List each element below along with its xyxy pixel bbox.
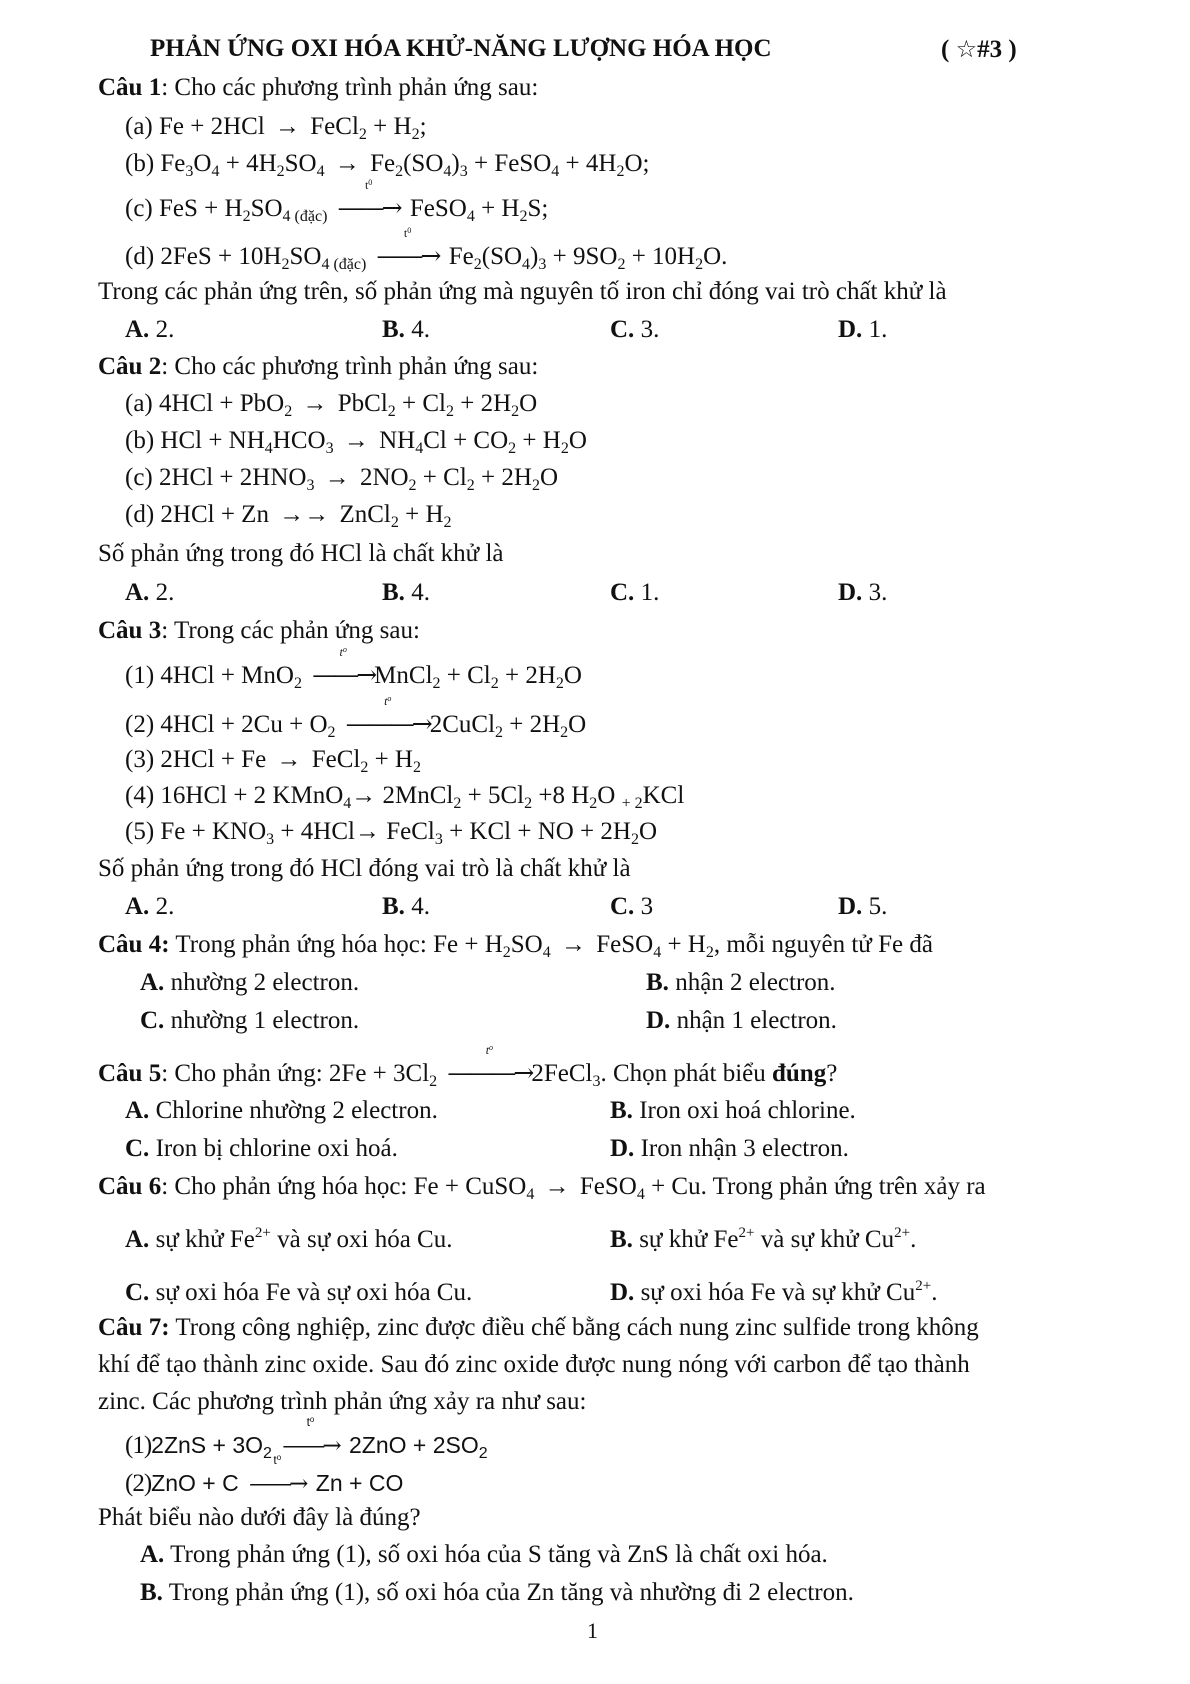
q6-stem-post: . Trong phản ứng trên xảy ra: [700, 1173, 986, 1200]
q2-question: Số phản ứng trong đó HCl là chất khử là: [98, 540, 504, 567]
q3-option-a[interactable]: A. 2.: [125, 893, 175, 920]
q7-eq-1: $(1)2ZnS + 3O_2$ $t^o$ ——→ $2ZnO + 2SO_2$: [125, 1415, 488, 1462]
q5-stem-end: ?: [826, 1060, 838, 1087]
q3-eq-2: (2) $4HCl + 2Cu + O_2$ $t^o$ ———→2CuCl$_2$ + $2H_2O$: [125, 694, 587, 741]
q7-stem-line2: khí để tạo thành zinc oxide. Sau đó zinc oxide được nung nóng với carbon để tạo thành: [98, 1351, 970, 1378]
q1-question: Trong các phản ứng trên, số phản ứng mà nguyên tố iron chỉ đóng vai trò chất khử là: [98, 278, 947, 305]
q5-label: Câu 5: [98, 1060, 162, 1087]
q4-option-b-text: nhận 2 electron.: [675, 969, 836, 996]
q2-option-d-text: 3.: [868, 579, 888, 606]
q7-option-b-text: Trong phản ứng (1), số oxi hóa của Zn tăng và nhường đi 2 electron.: [168, 1579, 854, 1606]
q6-option-a[interactable]: A. sự khử $Fe^{2+}$ và sự oxi hóa Cu.: [125, 1225, 453, 1253]
q1-option-c-text: 3.: [640, 316, 660, 343]
q2-stem-text: : Cho các phương trình phản ứng sau:: [161, 353, 539, 380]
q3-eq-1: (1) 4HCl + MnO$_2$ $t^o$ ——→MnCl$_2$ + $Cl_2 + 2H_2O$: [125, 645, 582, 692]
q7-option-a-text: Trong phản ứng (1), số oxi hóa của S tăng và ZnS là chất oxi hóa.: [170, 1541, 828, 1568]
q2-eq-d: (d) 2HCl + Zn →→ ZnCl$_2$ + $H_2$: [125, 501, 452, 531]
q2-eq-a: (a) 4HCl + PbO$_2$ → PbCl$_2$ + $Cl_2 + 2H_2O$: [125, 390, 538, 420]
q4-stem: Câu 4: Trong phản ứng hóa học: $Fe + H_2SO_4$ → FeSO$_4$ + $H_2$, mỗi nguyên tử Fe đã: [98, 931, 933, 961]
q4-option-d[interactable]: D. nhận 1 electron.: [646, 1007, 837, 1034]
q3-option-b[interactable]: B. 4.: [382, 893, 430, 920]
q7-line1: Trong công nghiệp, zinc được điều chế bằng cách nung zinc sulfide trong không: [169, 1314, 979, 1341]
q3-option-d[interactable]: D. 5.: [838, 893, 888, 920]
q1-label: Câu 1: [98, 74, 162, 101]
q1-option-d-text: 1.: [868, 316, 888, 343]
q1-option-b-text: 4.: [411, 316, 430, 343]
q1-stem: [98, 73, 538, 103]
title-text: PHẢN ỨNG OXI HÓA KHỬ-NĂNG LƯỢNG HÓA HỌC: [150, 35, 772, 62]
q3-option-b-text: 4.: [411, 893, 430, 920]
q6-option-b-text: sự khử Fe: [639, 1226, 739, 1253]
q4-option-d-text: nhận 1 electron.: [676, 1007, 837, 1034]
q1-option-a[interactable]: A. 2.: [125, 316, 175, 343]
q1-eq-d: (d) $2FeS + 10H_2SO_{4 (đặc)}$ $t^0$ ——→ $Fe_2(SO_4)_3 + 9SO_2 + 10H_2O$.: [125, 226, 728, 273]
q3-option-a-text: 2.: [155, 893, 175, 920]
q2-eq-b: (b) HCl + $NH_4HCO_3 \to NH_4Cl + CO_2 + H_2O$: [125, 427, 587, 457]
title-tag-open: (: [941, 36, 950, 63]
q7-option-a[interactable]: A. Trong phản ứng (1), số oxi hóa của S tăng và ZnS là chất oxi hóa.: [140, 1541, 828, 1568]
q2-stem: [98, 352, 538, 382]
page-title: [150, 34, 772, 64]
q6-option-b[interactable]: B. sự khử $Fe^{2+}$ và sự khử $Cu^{2+}$.: [610, 1225, 917, 1253]
q1-eq-a: (a) Fe + 2HCl → FeCl$_2$ + $H_2$;: [125, 113, 427, 143]
q4-option-c-text: nhường 1 electron.: [170, 1007, 360, 1034]
q4-stem-post: , mỗi nguyên tử Fe đã: [713, 931, 933, 958]
title-tag-text: #3 ): [977, 36, 1017, 63]
q3-question: Số phản ứng trong đó HCl đóng vai trò là chất khử là: [98, 855, 631, 882]
q3-eq-4: (4) 16HCl + 2 KMnO$_4$→ 2MnCl$_2$ + $5Cl_2 +8$ $H_2O$ $_{+ 2}$KCl: [125, 782, 685, 812]
q3-eq-5: (5) $Fe + KNO_3 + 4HCl\to$ FeCl$_3$ + KCl + NO + $2H_2O$: [125, 818, 658, 848]
q1-option-d[interactable]: D. 1.: [838, 316, 888, 343]
q6-option-b-mid: và sự khử Cu: [754, 1226, 895, 1253]
q5-option-c[interactable]: C. Iron bị chlorine oxi hoá.: [125, 1135, 398, 1162]
q6-stem-pre: : Cho phản ứng hóa học: Fe + CuSO: [161, 1173, 527, 1200]
q5-stem-post: . Chọn phát biểu: [600, 1060, 772, 1087]
q1-option-b[interactable]: B. 4.: [382, 316, 430, 343]
page-number: 1: [587, 1618, 598, 1643]
q5-stem-bold: đúng: [772, 1060, 827, 1087]
q5-option-c-text: Iron bị chlorine oxi hoá.: [155, 1135, 398, 1162]
q6-label: Câu 6: [98, 1173, 162, 1200]
q6-stem: Câu 6: Cho phản ứng hóa học: Fe + CuSO$_4$ → FeSO$_4$ + Cu. Trong phản ứng trên xảy ra: [98, 1173, 986, 1203]
q1-stem-text: : Cho các phương trình phản ứng sau:: [161, 74, 539, 101]
q4-option-b[interactable]: B. nhận 2 electron.: [646, 969, 836, 996]
q5-option-b-text: Iron oxi hoá chlorine.: [639, 1097, 856, 1124]
q6-option-a-text: sự khử Fe: [155, 1226, 255, 1253]
q3-stem-text: : Trong các phản ứng sau:: [161, 617, 420, 644]
q5-stem-pre: : Cho phản ứng: 2Fe + 3Cl: [161, 1060, 430, 1087]
q7-label: Câu 7:: [98, 1314, 170, 1341]
q7-eq-2: (2)ZnO + C $t^o$ ——→ Zn + CO: [125, 1453, 404, 1497]
q1-option-c[interactable]: C. 3.: [610, 316, 660, 343]
q3-option-c[interactable]: C. 3: [610, 893, 654, 920]
q3-option-d-text: 5.: [868, 893, 888, 920]
q5-option-d-text: Iron nhận 3 electron.: [640, 1135, 849, 1162]
q6-option-d-text: sự oxi hóa Fe và sự khử Cu: [640, 1279, 916, 1306]
q5-option-d[interactable]: D. Iron nhận 3 electron.: [610, 1135, 849, 1162]
q6-option-c-text: sự oxi hóa Fe và sự oxi hóa Cu.: [155, 1279, 473, 1306]
q2-option-b[interactable]: B. 4.: [382, 579, 430, 606]
q6-option-d[interactable]: D. sự oxi hóa Fe và sự khử $Cu^{2+}$.: [610, 1278, 938, 1306]
q1-option-a-text: 2.: [155, 316, 175, 343]
q3-option-c-text: 3: [640, 893, 654, 920]
q6-option-a-end: và sự oxi hóa Cu.: [270, 1226, 453, 1253]
q2-option-a-text: 2.: [155, 579, 175, 606]
q3-eq-3: (3) 2HCl + Fe → FeCl$_2$ + $H_2$: [125, 746, 421, 776]
q4-option-a-text: nhường 2 electron.: [170, 969, 360, 996]
q2-option-c[interactable]: C. 1.: [610, 579, 660, 606]
q2-option-d[interactable]: D. 3.: [838, 579, 888, 606]
q7-question: Phát biểu nào dưới đây là đúng?: [98, 1504, 421, 1531]
q4-label: Câu 4:: [98, 931, 170, 958]
q2-option-a[interactable]: A. 2.: [125, 579, 175, 606]
q4-stem-pre: Trong phản ứng hóa học: Fe + H: [169, 931, 503, 958]
q7-stem-line3: zinc. Các phương trình phản ứng xảy ra như sau:: [98, 1388, 587, 1415]
q2-eq-c: (c) $2HCl + 2HNO_3 \to 2NO_2 + Cl_2 + 2H_2O$: [125, 464, 558, 494]
q4-option-a[interactable]: A. nhường 2 electron.: [140, 969, 360, 996]
q5-option-a-text: Chlorine nhường 2 electron.: [155, 1097, 438, 1124]
q7-option-b[interactable]: B. Trong phản ứng (1), số oxi hóa của Zn tăng và nhường đi 2 electron.: [140, 1579, 854, 1606]
q6-option-c[interactable]: C. sự oxi hóa Fe và sự oxi hóa Cu.: [125, 1279, 473, 1306]
q2-label: Câu 2: [98, 353, 162, 380]
q2-option-b-text: 4.: [411, 579, 430, 606]
q7-stem-line1: [98, 1313, 979, 1343]
q1-eq-c: (c) FeS + $H_2SO_{4 (đặc)}$ $t^0$ ——→ FeSO$_4$ + $H_2S$;: [125, 178, 549, 225]
q2-option-c-text: 1.: [640, 579, 660, 606]
title-tag: [941, 34, 1017, 65]
q5-stem: Câu 5: Cho phản ứng: $2Fe + 3Cl_2$ $t^o$ ———→2FeCl$_3$. Chọn phát biểu đúng?: [98, 1043, 838, 1090]
q1-eq-b: (b) $Fe_3O_4 + 4H_2SO_4 \to Fe_2(SO_4)_3$ + FeSO$_4$ + $4H_2O$;: [125, 150, 650, 180]
star-icon: ☆: [955, 35, 978, 63]
q4-option-c[interactable]: C. nhường 1 electron.: [140, 1007, 360, 1034]
q5-option-a[interactable]: A. Chlorine nhường 2 electron.: [125, 1097, 438, 1124]
q3-label: Câu 3: [98, 617, 162, 644]
q5-option-b[interactable]: B. Iron oxi hoá chlorine.: [610, 1097, 856, 1124]
q3-stem: [98, 616, 420, 646]
